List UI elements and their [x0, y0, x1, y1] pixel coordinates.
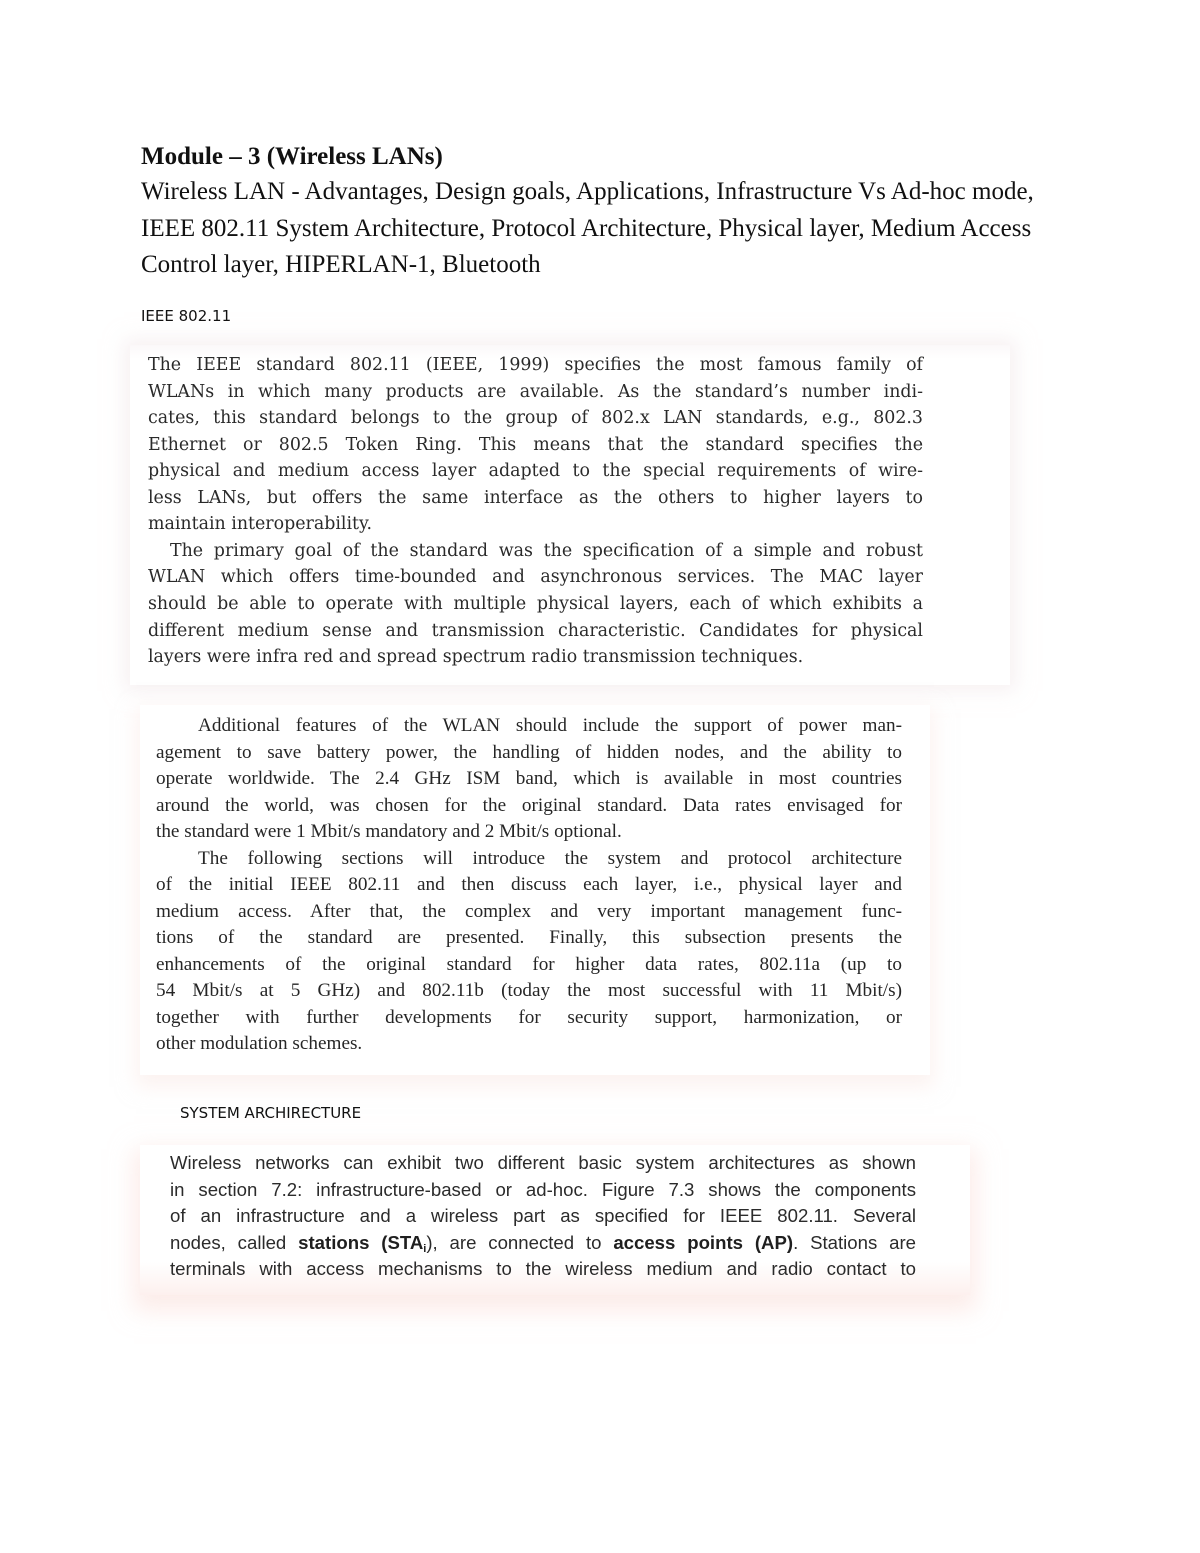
scanned-excerpt-1	[130, 345, 1010, 685]
text-line: other modulation schemes.	[156, 1033, 363, 1054]
text-line: cates, this standard belongs to the group of 802.x LAN standards, e.g., 802.3	[148, 408, 923, 428]
text-line: around the world, was chosen for the original standard. Data rates envisaged for	[156, 795, 902, 816]
text-line: operate worldwide. The 2.4 GHz ISM band, which is available in most countries	[156, 768, 902, 789]
module-topics: Wireless LAN - Advantages, Design goals, Applications, Infrastructure Vs Ad-hoc mode, IEEE 802.11 System Architecture, Protocol Architecture, Physical layer, Medium Access Control layer, HIPERLAN-1, Bluetooth	[141, 178, 1034, 278]
scanned-excerpt-3	[140, 1145, 970, 1295]
term-stations	[298, 1232, 426, 1253]
section-heading-ieee: IEEE 802.11	[141, 307, 232, 325]
text-line: less LANs, but offers the same interface as the others to higher layers to	[148, 488, 923, 508]
text-line: Additional features of the WLAN should include the support of power man-	[198, 715, 902, 736]
text-run: stations (STA	[298, 1232, 424, 1253]
text-line: Wireless networks can exhibit two different basic system architectures as shown	[170, 1152, 916, 1173]
text-line: The IEEE standard 802.11 (IEEE, 1999) specifies the most famous family of	[148, 355, 923, 375]
text-line: together with further developments for security support, harmonization, or	[156, 1007, 902, 1028]
text-run: . Stations are	[793, 1232, 916, 1253]
text-line: Ethernet or 802.5 Token Ring. This means that the standard specifies the	[148, 435, 923, 455]
text-run: are connected to	[437, 1232, 614, 1253]
text-line: tions of the standard are presented. Finally, this subsection presents the	[156, 927, 902, 948]
text-line: agement to save battery power, the handling of hidden nodes, and the ability to	[156, 742, 902, 763]
text-line: the standard were 1 Mbit/s mandatory and 2 Mbit/s optional.	[156, 821, 622, 842]
text-line: physical and medium access layer adapted to the special requirements of wire-	[148, 461, 923, 481]
text-line: of an infrastructure and a wireless part as specified for IEEE 802.11. Several	[170, 1205, 916, 1226]
text-line: enhancements of the original standard for higher data rates, 802.11a (up to	[156, 954, 902, 975]
subscript-i: i	[423, 1243, 427, 1255]
text-run: nodes, called	[170, 1232, 299, 1253]
text-line: different medium sense and transmission characteristic. Candidates for physical	[148, 621, 923, 641]
text-line: WLANs in which many products are available. As the standard’s number indi-	[148, 382, 923, 402]
text-line: 54 Mbit/s at 5 GHz) and 802.11b (today the most successful with 11 Mbit/s)	[156, 980, 902, 1001]
text-line: maintain interoperability.	[148, 514, 373, 534]
scanned-excerpt-2	[140, 705, 930, 1075]
text-line: layers were infra red and spread spectrum radio transmission techniques.	[148, 647, 804, 667]
text-line: in section 7.2: infrastructure-based or ad-hoc. Figure 7.3 shows the components	[170, 1179, 916, 1200]
section-heading-system-architecture: SYSTEM ARCHIRECTURE	[180, 1104, 362, 1122]
text-line: terminals with access mechanisms to the wireless medium and radio contact to	[170, 1258, 916, 1279]
module-title: Module – 3 (Wireless LANs)	[141, 143, 443, 170]
text-line: should be able to operate with multiple physical layers, each of which exhibits a	[148, 594, 923, 614]
text-line: medium access. After that, the complex and very important management func-	[156, 901, 902, 922]
term-access-points: access points (AP)	[613, 1232, 794, 1253]
text-run: ),	[426, 1232, 438, 1253]
text-line: WLAN which offers time-bounded and asynchronous services. The MAC layer	[148, 567, 923, 587]
text-line: of the initial IEEE 802.11 and then discuss each layer, i.e., physical layer and	[156, 874, 902, 895]
text-line	[170, 1232, 916, 1255]
text-line: The following sections will introduce the system and protocol architecture	[198, 848, 902, 869]
text-line: The primary goal of the standard was the specification of a simple and robust	[170, 541, 923, 561]
